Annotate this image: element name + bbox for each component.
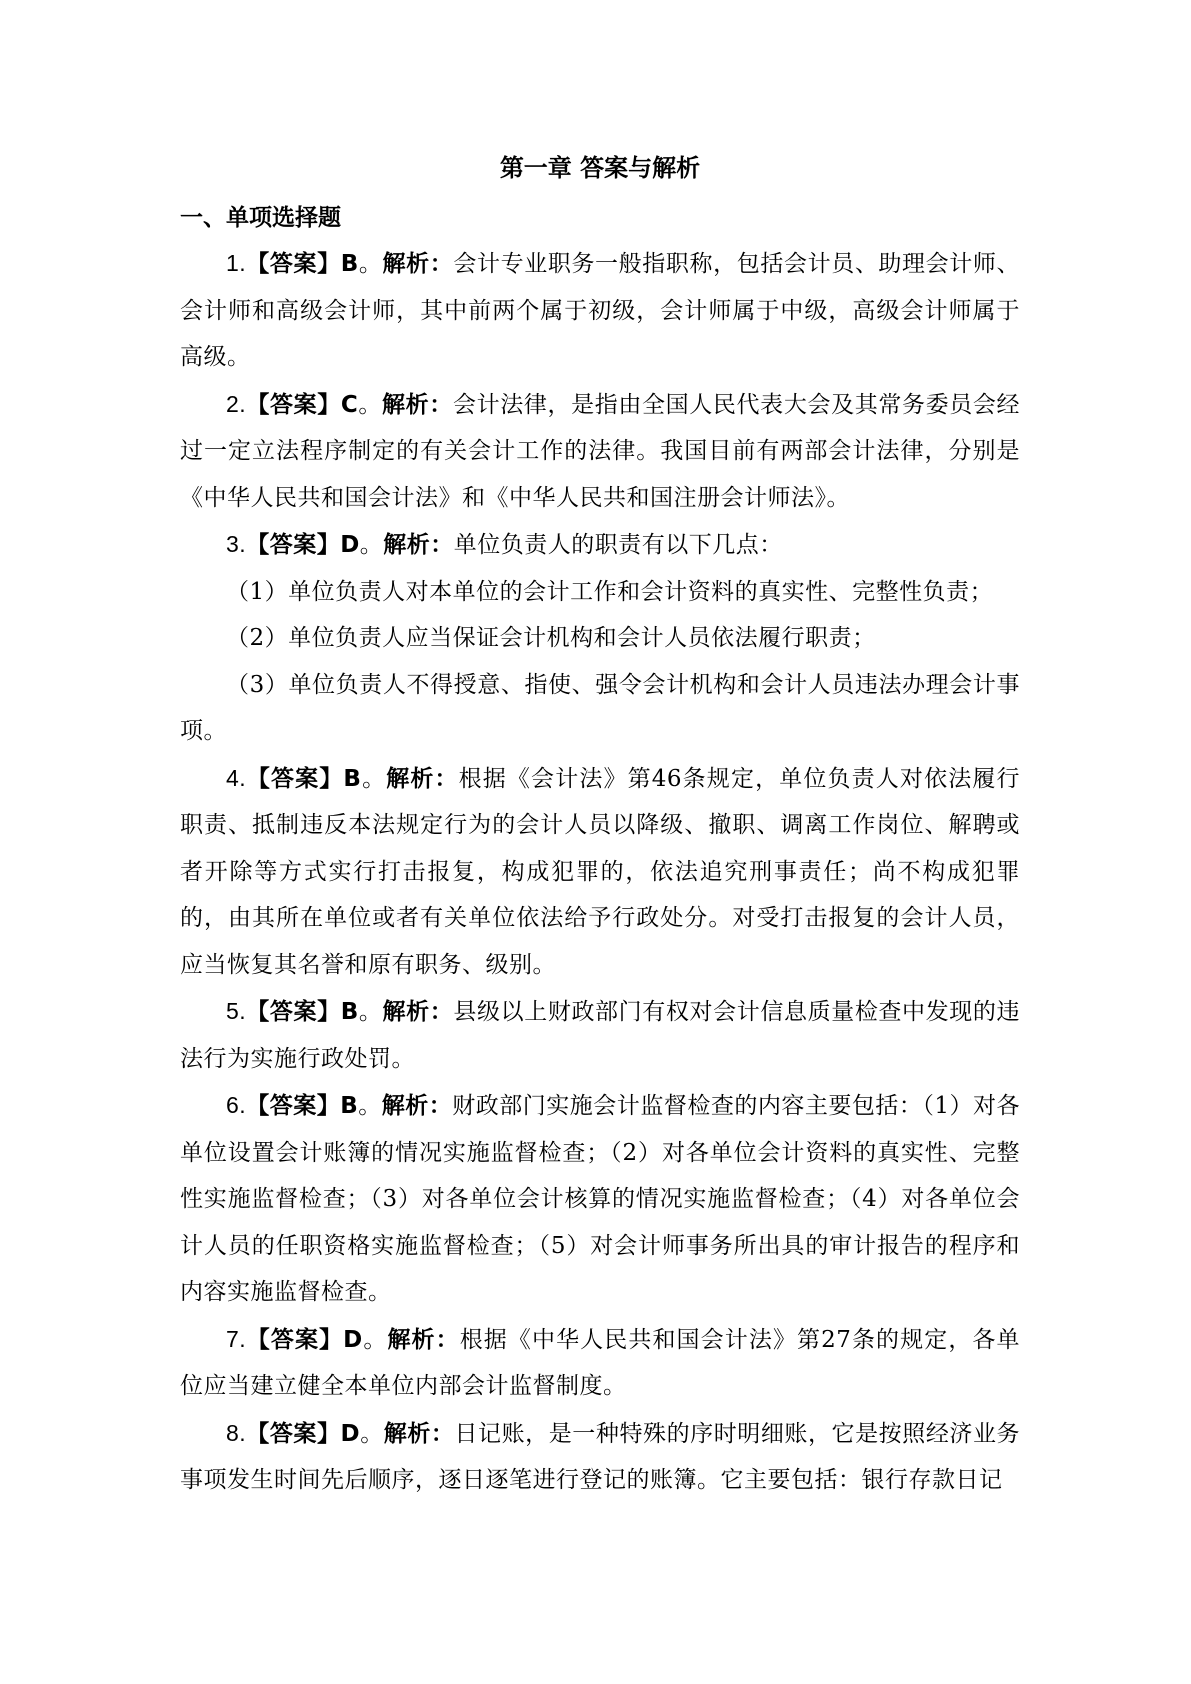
answer-item-6 [180, 1082, 1020, 1316]
explanation-tag: 解析： [381, 1093, 453, 1119]
answer-letter: C [340, 391, 359, 418]
answer-item-7 [180, 1316, 1020, 1410]
answer-letter: B [340, 251, 359, 277]
explanation-tag: 解析： [383, 532, 454, 558]
answer-item-8 [180, 1410, 1020, 1504]
answer-separator: 。 [358, 251, 383, 277]
answer-item-4 [180, 755, 1020, 989]
answer-separator: 。 [362, 1326, 388, 1353]
explanation-text: 县级以上财政部门有权对会计信息质量检查中发现的违法行为实施行政处罚。 [180, 999, 1021, 1072]
answer-separator: 。 [358, 1093, 382, 1119]
item-number: 1. [226, 250, 247, 276]
answer-letter: B [343, 765, 362, 792]
answer-tag: 【答案】 [246, 1093, 341, 1119]
explanation-text: 会计专业职务一般指职称，包括会计员、助理会计师、会计师和高级会计师，其中前两个属于初级，会计师属于中级，高级会计师属于高级。 [180, 251, 1021, 370]
explanation-text: 根据《会计法》第46条规定，单位负责人对依法履行职责、抵制违反本法规定行为的会计人员以降级、撤职、调离工作岗位、解聘或者开除等方式实行打击报复，构成犯罪的，依法追究刑事责任；尚不构成犯罪的，由其所在单位或者有关单位依法给予行政处分。对受打击报复的会计人员，应当恢复其名誉和原有职务、级别。 [180, 765, 1020, 978]
answer-item-1 [180, 240, 1020, 381]
document-content [180, 148, 1020, 1504]
explanation-text: 财政部门实施会计监督检查的内容主要包括：（1）对各单位设置会计账簿的情况实施监督检查；（2）对各单位会计资料的真实性、完整性实施监督检查；（3）对各单位会计核算的情况实施监督检查；（4）对各单位会计人员的任职资格实施监督检查；（5）对会计师事务所出具的审计报告的程序和内容实施监督检查。 [180, 1093, 1021, 1305]
item-number: 5. [226, 998, 247, 1024]
explanation-text: 单位负责人的职责有以下几点： [453, 532, 783, 558]
answer-tag: 【答案】 [246, 391, 341, 418]
answer-item-2 [180, 381, 1020, 522]
answer-tag: 【答案】 [246, 765, 344, 792]
chapter-title: 第一章 答案与解析 [499, 154, 701, 182]
explanation-tag: 解析： [382, 251, 454, 277]
item-number: 3. [226, 531, 247, 557]
answer-tag: 【答案】 [246, 532, 341, 558]
answer-item-3-subitem-1: （1）单位负责人对本单位的会计工作和会计资料的真实性、完整性负责； [226, 578, 994, 605]
item-number: 4. [226, 764, 247, 791]
answer-separator: 。 [361, 765, 387, 792]
answer-item-3-subitem-3: （3）单位负责人不得授意、指使、强令会计机构和会计人员违法办理会计事项。 [180, 671, 1020, 744]
answer-letter: B [340, 1093, 359, 1119]
answer-tag: 【答案】 [246, 999, 341, 1025]
explanation-text: 会计法律，是指由全国人民代表大会及其常务委员会经过一定立法程序制定的有关会计工作的法律。我国目前有两部会计法律，分别是《中华人民共和国会计法》和《中华人民共和国注册会计师法》。 [180, 391, 1021, 511]
answer-item-5 [180, 988, 1020, 1082]
answer-letter: D [340, 532, 360, 558]
answer-item-3 [180, 521, 1020, 569]
explanation-tag: 解析： [383, 1420, 455, 1447]
item-number: 8. [226, 1419, 247, 1446]
answer-letter: B [340, 999, 359, 1025]
item-number: 2. [226, 390, 247, 417]
answer-separator: 。 [360, 1420, 384, 1447]
explanation-tag: 解析： [386, 765, 459, 792]
answer-separator: 。 [358, 999, 383, 1025]
explanation-tag: 解析： [387, 1326, 460, 1353]
explanation-text: 日记账，是一种特殊的序时明细账，它是按照经济业务事项发生时间先后顺序，逐日逐笔进行登记的账簿。它主要包括：银行存款日记 [180, 1420, 1021, 1493]
explanation-tag: 解析： [382, 391, 453, 418]
answer-tag: 【答案】 [246, 1420, 341, 1447]
explanation-text: 根据《中华人民共和国会计法》第27条的规定，各单位应当建立健全本单位内部会计监督制度。 [180, 1326, 1021, 1399]
answer-letter: D [340, 1420, 361, 1447]
item-number: 6. [226, 1092, 247, 1118]
answer-tag: 【答案】 [246, 251, 341, 277]
answer-separator: 。 [358, 391, 383, 418]
explanation-tag: 解析： [382, 999, 454, 1025]
answer-tag: 【答案】 [246, 1326, 344, 1353]
item-number: 7. [226, 1325, 247, 1352]
answer-separator: 。 [359, 532, 384, 558]
section-heading: 一、单项选择题 [180, 205, 341, 231]
answer-letter: D [343, 1326, 363, 1353]
answer-item-3-subitem-2: （2）单位负责人应当保证会计机构和会计人员依法履行职责； [226, 625, 876, 651]
